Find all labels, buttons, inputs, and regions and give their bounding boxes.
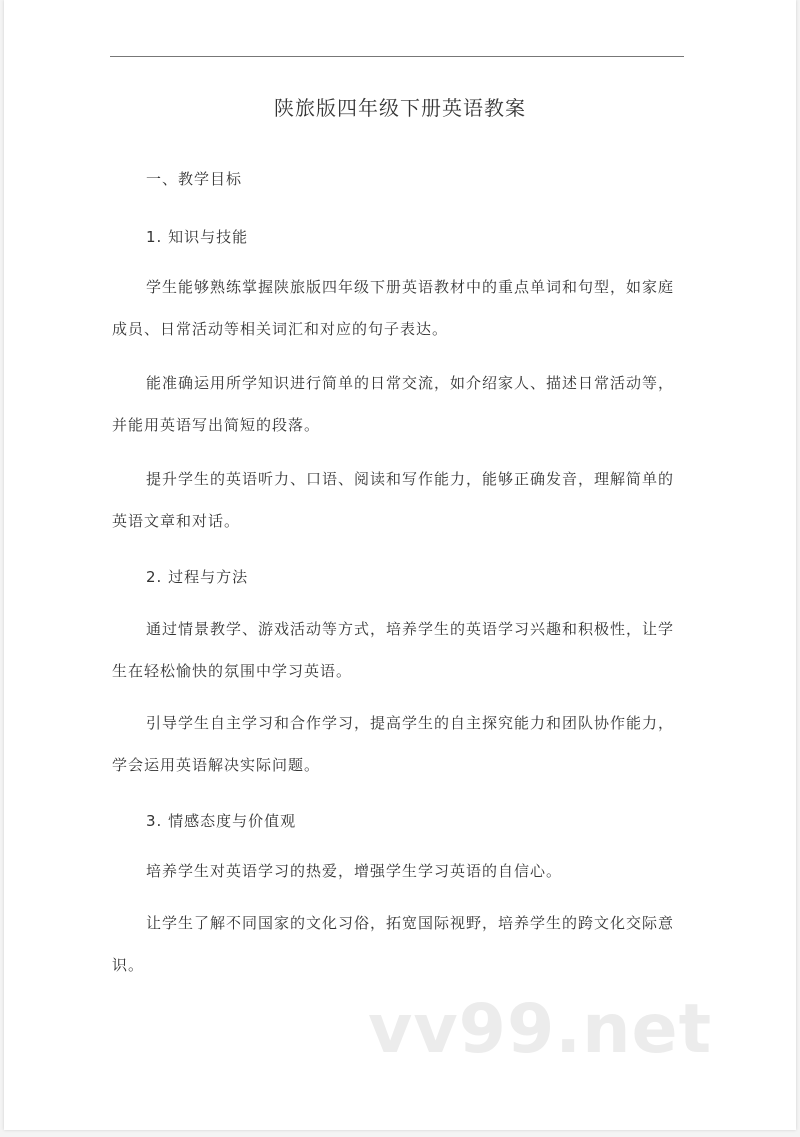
header-rule xyxy=(110,56,684,57)
document-page xyxy=(4,0,796,1130)
paragraph-line: 能准确运用所学知识进行简单的日常交流，如介绍家人、描述日常活动等， xyxy=(146,374,675,392)
paragraph-line: 学生能够熟练掌握陕旅版四年级下册英语教材中的重点单词和句型，如家庭 xyxy=(146,278,675,296)
paragraph-line: 英语文章和对话。 xyxy=(112,512,241,530)
subheading-attitudes-values: 3. 情感态度与价值观 xyxy=(146,812,297,830)
paragraph-line: 生在轻松愉快的氛围中学习英语。 xyxy=(112,662,353,680)
subheading-knowledge-skills: 1. 知识与技能 xyxy=(146,228,249,246)
paragraph-line: 成员、日常活动等相关词汇和对应的句子表达。 xyxy=(112,320,449,338)
paragraph-line: 引导学生自主学习和合作学习，提高学生的自主探究能力和团队协作能力， xyxy=(146,714,675,732)
watermark: vv99.net xyxy=(368,990,713,1069)
paragraph-line: 学会运用英语解决实际问题。 xyxy=(112,756,321,774)
subheading-process-methods: 2. 过程与方法 xyxy=(146,568,249,586)
paragraph-line: 提升学生的英语听力、口语、阅读和写作能力，能够正确发音，理解简单的 xyxy=(146,470,675,488)
paragraph-line: 培养学生对英语学习的热爱，增强学生学习英语的自信心。 xyxy=(146,862,563,880)
document-title: 陕旅版四年级下册英语教案 xyxy=(274,96,526,120)
paragraph-line: 让学生了解不同国家的文化习俗，拓宽国际视野，培养学生的跨文化交际意 xyxy=(146,914,675,932)
section-heading: 一、教学目标 xyxy=(146,170,243,188)
paragraph-line: 并能用英语写出简短的段落。 xyxy=(112,416,321,434)
paragraph-line: 通过情景教学、游戏活动等方式，培养学生的英语学习兴趣和积极性，让学 xyxy=(146,620,675,638)
paragraph-line: 识。 xyxy=(112,956,145,974)
